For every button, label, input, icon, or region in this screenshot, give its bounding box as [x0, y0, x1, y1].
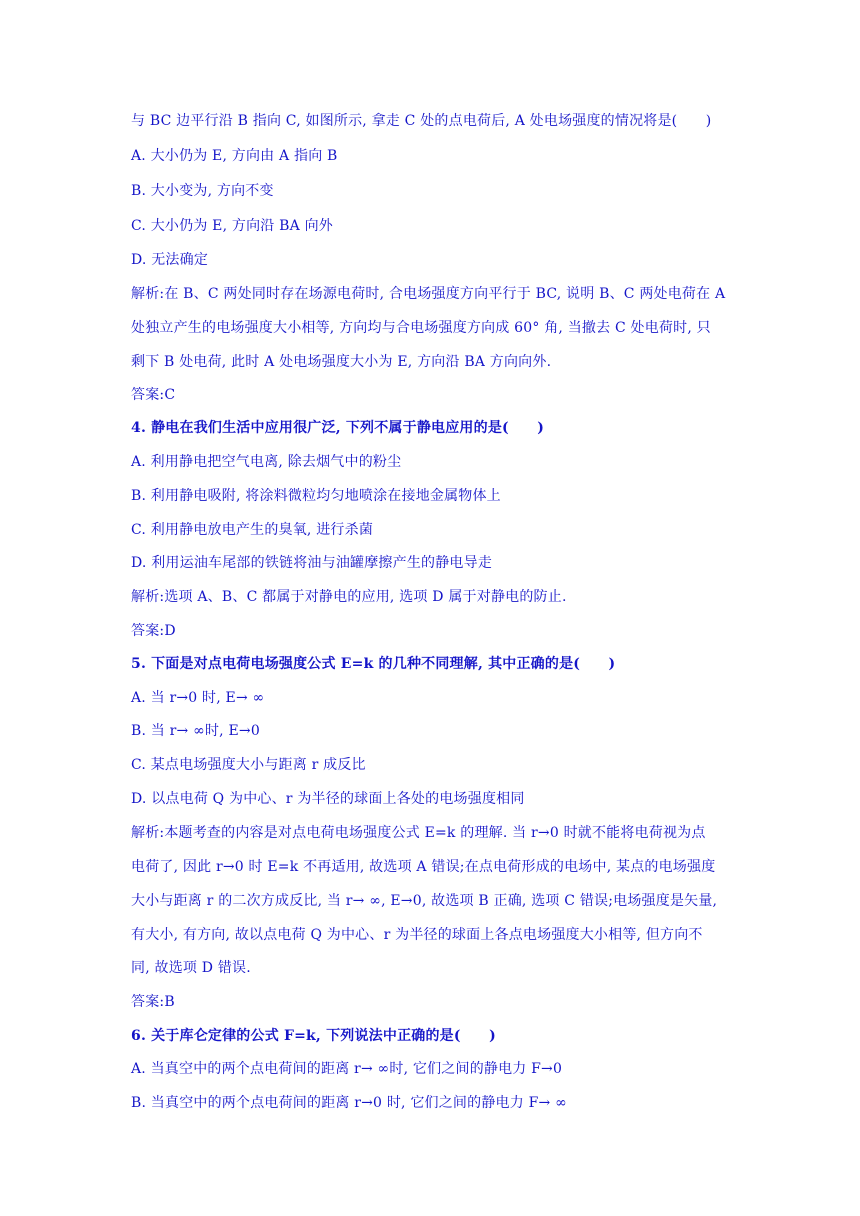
explanation-line: 剩下 B 处电荷, 此时 A 处电场强度大小为 E, 方向沿 BA 方向向外. [131, 354, 552, 370]
explanation-line: 解析:在 B、C 两处同时存在场源电荷时, 合电场强度方向平行于 BC, 说明 B、C 两处电荷在 A [131, 286, 726, 302]
explanation-line: 解析:选项 A、B、C 都属于对静电的应用, 选项 D 属于对静电的防止. [131, 589, 567, 605]
answer-line: 答案:D [131, 623, 176, 639]
answer-line: 答案:B [131, 994, 175, 1010]
question-title: 5. 下面是对点电荷电场强度公式 E=k 的几种不同理解, 其中正确的是( ) [131, 656, 616, 672]
option-line: D. 以点电荷 Q 为中心、r 为半径的球面上各处的电场强度相同 [131, 791, 525, 807]
explanation-line: 解析:本题考查的内容是对点电荷电场强度公式 E=k 的理解. 当 r→0 时就不能将电荷视为点 [131, 825, 706, 841]
option-line: A. 大小仍为 E, 方向由 A 指向 B [131, 148, 338, 164]
explanation-line: 同, 故选项 D 错误. [131, 960, 251, 976]
explanation-line: 电荷了, 因此 r→0 时 E=k 不再适用, 故选项 A 错误;在点电荷形成的电场中, 某点的电场强度 [131, 859, 716, 875]
option-line: A. 当真空中的两个点电荷间的距离 r→ ∞时, 它们之间的静电力 F→0 [131, 1061, 563, 1077]
question-title: 4. 静电在我们生活中应用很广泛, 下列不属于静电应用的是( ) [131, 420, 545, 436]
option-line: C. 某点电场强度大小与距离 r 成反比 [131, 757, 366, 773]
option-line: D. 无法确定 [131, 252, 209, 268]
option-line: B. 大小变为, 方向不变 [131, 183, 274, 199]
option-line: B. 当 r→ ∞时, E→0 [131, 723, 260, 739]
option-line: A. 当 r→0 时, E→ ∞ [131, 690, 265, 706]
option-line: D. 利用运油车尾部的铁链将油与油罐摩擦产生的静电导走 [131, 555, 493, 571]
option-line: C. 利用静电放电产生的臭氧, 进行杀菌 [131, 522, 374, 538]
option-line: B. 当真空中的两个点电荷间的距离 r→0 时, 它们之间的静电力 F→ ∞ [131, 1095, 567, 1111]
question-title: 6. 关于库仑定律的公式 F=k, 下列说法中正确的是( ) [131, 1028, 496, 1044]
option-line: B. 利用静电吸附, 将涂料微粒均匀地喷涂在接地金属物体上 [131, 488, 501, 504]
answer-line: 答案:C [131, 387, 176, 403]
text-line: 与 BC 边平行沿 B 指向 C, 如图所示, 拿走 C 处的点电荷后, A 处电场强度的情况将是( ) [131, 113, 712, 129]
explanation-line: 有大小, 有方向, 故以点电荷 Q 为中心、r 为半径的球面上各点电场强度大小相等, 但方向不 [131, 927, 703, 943]
explanation-line: 大小与距离 r 的二次方成反比, 当 r→ ∞, E→0, 故选项 B 正确, 选项 C 错误;电场强度是矢量, [131, 893, 718, 909]
option-line: C. 大小仍为 E, 方向沿 BA 向外 [131, 218, 333, 234]
option-line: A. 利用静电把空气电离, 除去烟气中的粉尘 [131, 454, 402, 470]
explanation-line: 处独立产生的电场强度大小相等, 方向均与合电场强度方向成 60° 角, 当撤去 C 处电荷时, 只 [131, 320, 711, 336]
